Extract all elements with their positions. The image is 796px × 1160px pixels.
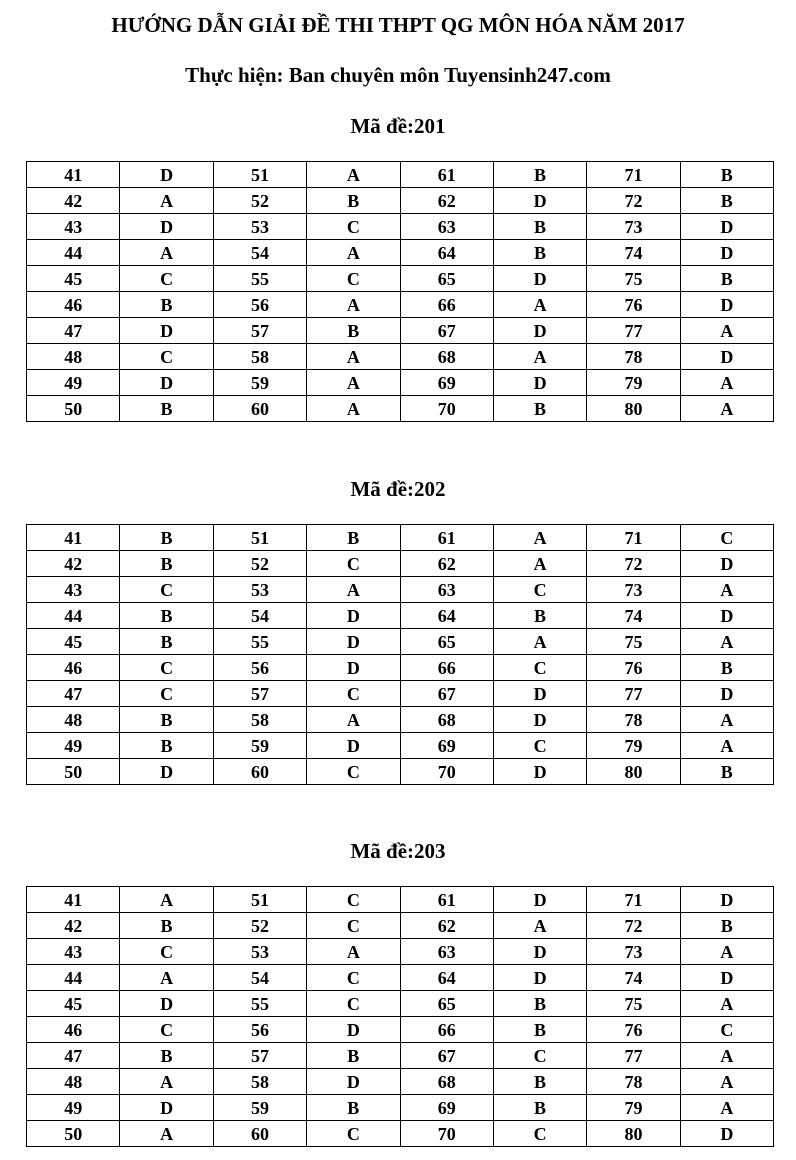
answer-cell: D bbox=[680, 344, 773, 370]
answer-cell: D bbox=[680, 214, 773, 240]
answer-cell: A bbox=[680, 577, 773, 603]
question-number-cell: 46 bbox=[27, 1017, 120, 1043]
question-number-cell: 75 bbox=[587, 266, 680, 292]
answer-table-202 bbox=[26, 524, 774, 785]
answer-cell: D bbox=[680, 292, 773, 318]
answer-cell: C bbox=[120, 344, 213, 370]
table-row bbox=[27, 965, 774, 991]
answer-cell: A bbox=[680, 396, 773, 422]
question-number-cell: 68 bbox=[400, 344, 493, 370]
question-number-cell: 50 bbox=[27, 396, 120, 422]
question-number-cell: 50 bbox=[27, 759, 120, 785]
answer-cell: B bbox=[493, 396, 586, 422]
answer-cell: B bbox=[493, 240, 586, 266]
answer-cell: C bbox=[307, 991, 400, 1017]
answer-cell: A bbox=[680, 318, 773, 344]
answer-cell: B bbox=[120, 733, 213, 759]
table-row bbox=[27, 913, 774, 939]
question-number-cell: 69 bbox=[400, 370, 493, 396]
table-row bbox=[27, 1095, 774, 1121]
question-number-cell: 57 bbox=[213, 318, 306, 344]
answer-cell: C bbox=[120, 939, 213, 965]
answer-cell: A bbox=[493, 551, 586, 577]
table-row bbox=[27, 396, 774, 422]
answer-cell: D bbox=[680, 240, 773, 266]
question-number-cell: 79 bbox=[587, 733, 680, 759]
table-row bbox=[27, 629, 774, 655]
answer-cell: A bbox=[493, 344, 586, 370]
question-number-cell: 55 bbox=[213, 629, 306, 655]
answer-cell: D bbox=[307, 603, 400, 629]
answer-cell: A bbox=[120, 1069, 213, 1095]
question-number-cell: 42 bbox=[27, 913, 120, 939]
answer-cell: A bbox=[680, 939, 773, 965]
answer-cell: D bbox=[493, 939, 586, 965]
question-number-cell: 68 bbox=[400, 1069, 493, 1095]
answer-cell: C bbox=[307, 913, 400, 939]
question-number-cell: 51 bbox=[213, 887, 306, 913]
table-row bbox=[27, 707, 774, 733]
answer-cell: C bbox=[493, 1043, 586, 1069]
question-number-cell: 44 bbox=[27, 965, 120, 991]
answer-cell: C bbox=[307, 759, 400, 785]
answer-table-201 bbox=[26, 161, 774, 422]
answer-cell: B bbox=[680, 188, 773, 214]
answer-cell: A bbox=[680, 707, 773, 733]
question-number-cell: 65 bbox=[400, 629, 493, 655]
question-number-cell: 43 bbox=[27, 577, 120, 603]
question-number-cell: 73 bbox=[587, 939, 680, 965]
question-number-cell: 64 bbox=[400, 603, 493, 629]
answer-cell: C bbox=[307, 681, 400, 707]
question-number-cell: 71 bbox=[587, 525, 680, 551]
answer-cell: C bbox=[120, 1017, 213, 1043]
question-number-cell: 48 bbox=[27, 344, 120, 370]
answer-cell: A bbox=[307, 577, 400, 603]
question-number-cell: 70 bbox=[400, 1121, 493, 1147]
question-number-cell: 69 bbox=[400, 1095, 493, 1121]
answer-cell: D bbox=[307, 1017, 400, 1043]
question-number-cell: 53 bbox=[213, 214, 306, 240]
answer-cell: B bbox=[120, 603, 213, 629]
answer-cell: B bbox=[493, 1017, 586, 1043]
question-number-cell: 58 bbox=[213, 1069, 306, 1095]
answer-cell: D bbox=[120, 759, 213, 785]
question-number-cell: 74 bbox=[587, 965, 680, 991]
question-number-cell: 61 bbox=[400, 162, 493, 188]
question-number-cell: 45 bbox=[27, 629, 120, 655]
question-number-cell: 67 bbox=[400, 318, 493, 344]
question-number-cell: 74 bbox=[587, 240, 680, 266]
document-subtitle: Thực hiện: Ban chuyên môn Tuyensinh247.com bbox=[185, 63, 611, 87]
question-number-cell: 60 bbox=[213, 1121, 306, 1147]
question-number-cell: 66 bbox=[400, 655, 493, 681]
question-number-cell: 44 bbox=[27, 240, 120, 266]
answer-cell: C bbox=[120, 266, 213, 292]
answer-cell: C bbox=[493, 655, 586, 681]
table-row bbox=[27, 681, 774, 707]
question-number-cell: 60 bbox=[213, 759, 306, 785]
question-number-cell: 51 bbox=[213, 162, 306, 188]
question-number-cell: 43 bbox=[27, 939, 120, 965]
question-number-cell: 80 bbox=[587, 759, 680, 785]
question-number-cell: 52 bbox=[213, 188, 306, 214]
question-number-cell: 65 bbox=[400, 991, 493, 1017]
question-number-cell: 47 bbox=[27, 318, 120, 344]
question-number-cell: 78 bbox=[587, 707, 680, 733]
answer-table-203 bbox=[26, 886, 774, 1147]
answer-cell: C bbox=[307, 887, 400, 913]
table-row bbox=[27, 370, 774, 396]
answer-cell: A bbox=[493, 913, 586, 939]
question-number-cell: 47 bbox=[27, 1043, 120, 1069]
answer-cell: B bbox=[120, 707, 213, 733]
answer-cell: B bbox=[120, 396, 213, 422]
answer-cell: A bbox=[307, 292, 400, 318]
table-row bbox=[27, 240, 774, 266]
question-number-cell: 59 bbox=[213, 733, 306, 759]
answer-cell: D bbox=[120, 991, 213, 1017]
question-number-cell: 69 bbox=[400, 733, 493, 759]
answer-cell: D bbox=[307, 629, 400, 655]
question-number-cell: 80 bbox=[587, 396, 680, 422]
question-number-cell: 64 bbox=[400, 965, 493, 991]
table-row bbox=[27, 266, 774, 292]
question-number-cell: 44 bbox=[27, 603, 120, 629]
question-number-cell: 49 bbox=[27, 733, 120, 759]
answer-cell: B bbox=[493, 991, 586, 1017]
question-number-cell: 54 bbox=[213, 240, 306, 266]
table-row bbox=[27, 603, 774, 629]
answer-cell: D bbox=[493, 707, 586, 733]
question-number-cell: 70 bbox=[400, 396, 493, 422]
answer-cell: D bbox=[307, 655, 400, 681]
document-title: HƯỚNG DẪN GIẢI ĐỀ THI THPT QG MÔN HÓA NĂM 2017 bbox=[111, 13, 685, 37]
question-number-cell: 48 bbox=[27, 1069, 120, 1095]
answer-cell: D bbox=[307, 733, 400, 759]
answer-cell: D bbox=[120, 370, 213, 396]
answer-cell: C bbox=[307, 1121, 400, 1147]
answer-cell: D bbox=[493, 759, 586, 785]
answer-cell: B bbox=[307, 188, 400, 214]
answer-cell: B bbox=[307, 525, 400, 551]
answer-cell: B bbox=[493, 1069, 586, 1095]
question-number-cell: 56 bbox=[213, 1017, 306, 1043]
answer-cell: D bbox=[680, 965, 773, 991]
question-number-cell: 71 bbox=[587, 887, 680, 913]
question-number-cell: 79 bbox=[587, 370, 680, 396]
question-number-cell: 56 bbox=[213, 292, 306, 318]
question-number-cell: 51 bbox=[213, 525, 306, 551]
answer-cell: B bbox=[307, 318, 400, 344]
answer-cell: D bbox=[307, 1069, 400, 1095]
answer-cell: C bbox=[307, 551, 400, 577]
table-row bbox=[27, 1017, 774, 1043]
question-number-cell: 56 bbox=[213, 655, 306, 681]
question-number-cell: 75 bbox=[587, 629, 680, 655]
question-number-cell: 42 bbox=[27, 188, 120, 214]
question-number-cell: 49 bbox=[27, 1095, 120, 1121]
question-number-cell: 46 bbox=[27, 655, 120, 681]
question-number-cell: 77 bbox=[587, 1043, 680, 1069]
question-number-cell: 66 bbox=[400, 292, 493, 318]
answer-cell: B bbox=[680, 162, 773, 188]
question-number-cell: 57 bbox=[213, 681, 306, 707]
answer-cell: A bbox=[307, 707, 400, 733]
question-number-cell: 65 bbox=[400, 266, 493, 292]
answer-cell: C bbox=[493, 733, 586, 759]
table-row bbox=[27, 733, 774, 759]
table-row bbox=[27, 577, 774, 603]
question-number-cell: 63 bbox=[400, 939, 493, 965]
question-number-cell: 45 bbox=[27, 266, 120, 292]
question-number-cell: 74 bbox=[587, 603, 680, 629]
answer-cell: D bbox=[493, 681, 586, 707]
question-number-cell: 41 bbox=[27, 887, 120, 913]
question-number-cell: 76 bbox=[587, 292, 680, 318]
question-number-cell: 54 bbox=[213, 603, 306, 629]
question-number-cell: 49 bbox=[27, 370, 120, 396]
question-number-cell: 78 bbox=[587, 344, 680, 370]
question-number-cell: 72 bbox=[587, 188, 680, 214]
answer-cell: A bbox=[120, 188, 213, 214]
question-number-cell: 76 bbox=[587, 1017, 680, 1043]
question-number-cell: 45 bbox=[27, 991, 120, 1017]
answer-cell: B bbox=[307, 1043, 400, 1069]
table-row bbox=[27, 344, 774, 370]
question-number-cell: 68 bbox=[400, 707, 493, 733]
answer-cell: D bbox=[493, 266, 586, 292]
answer-cell: C bbox=[120, 681, 213, 707]
answer-cell: A bbox=[307, 396, 400, 422]
answer-cell: D bbox=[680, 551, 773, 577]
question-number-cell: 61 bbox=[400, 887, 493, 913]
question-number-cell: 73 bbox=[587, 577, 680, 603]
answer-cell: D bbox=[680, 1121, 773, 1147]
question-number-cell: 53 bbox=[213, 577, 306, 603]
question-number-cell: 72 bbox=[587, 551, 680, 577]
question-number-cell: 63 bbox=[400, 214, 493, 240]
question-number-cell: 78 bbox=[587, 1069, 680, 1095]
answer-cell: A bbox=[307, 370, 400, 396]
answer-cell: C bbox=[680, 1017, 773, 1043]
answer-cell: B bbox=[120, 629, 213, 655]
answer-cell: B bbox=[120, 1043, 213, 1069]
answer-cell: C bbox=[120, 655, 213, 681]
question-number-cell: 52 bbox=[213, 551, 306, 577]
answer-cell: A bbox=[120, 240, 213, 266]
question-number-cell: 48 bbox=[27, 707, 120, 733]
question-number-cell: 67 bbox=[400, 681, 493, 707]
answer-cell: A bbox=[680, 1043, 773, 1069]
answer-cell: A bbox=[680, 370, 773, 396]
table-row bbox=[27, 188, 774, 214]
answer-cell: B bbox=[680, 913, 773, 939]
section-heading-203: Mã đề:203 bbox=[350, 839, 446, 863]
answer-cell: D bbox=[680, 681, 773, 707]
question-number-cell: 41 bbox=[27, 162, 120, 188]
table-row bbox=[27, 162, 774, 188]
answer-cell: B bbox=[680, 759, 773, 785]
answer-cell: C bbox=[120, 577, 213, 603]
answer-cell: A bbox=[120, 1121, 213, 1147]
answer-cell: D bbox=[493, 370, 586, 396]
answer-cell: A bbox=[120, 965, 213, 991]
question-number-cell: 64 bbox=[400, 240, 493, 266]
question-number-cell: 50 bbox=[27, 1121, 120, 1147]
answer-cell: D bbox=[493, 318, 586, 344]
answer-cell: D bbox=[120, 214, 213, 240]
question-number-cell: 75 bbox=[587, 991, 680, 1017]
question-number-cell: 66 bbox=[400, 1017, 493, 1043]
answer-cell: D bbox=[493, 965, 586, 991]
question-number-cell: 76 bbox=[587, 655, 680, 681]
question-number-cell: 59 bbox=[213, 370, 306, 396]
question-number-cell: 73 bbox=[587, 214, 680, 240]
question-number-cell: 58 bbox=[213, 344, 306, 370]
table-row bbox=[27, 318, 774, 344]
answer-cell: D bbox=[680, 603, 773, 629]
question-number-cell: 58 bbox=[213, 707, 306, 733]
question-number-cell: 42 bbox=[27, 551, 120, 577]
question-number-cell: 67 bbox=[400, 1043, 493, 1069]
answer-cell: D bbox=[493, 188, 586, 214]
question-number-cell: 52 bbox=[213, 913, 306, 939]
answer-cell: B bbox=[680, 266, 773, 292]
answer-cell: A bbox=[680, 1069, 773, 1095]
question-number-cell: 79 bbox=[587, 1095, 680, 1121]
answer-cell: A bbox=[493, 629, 586, 655]
question-number-cell: 77 bbox=[587, 318, 680, 344]
answer-cell: B bbox=[680, 655, 773, 681]
table-row bbox=[27, 292, 774, 318]
answer-cell: A bbox=[680, 991, 773, 1017]
answer-cell: C bbox=[307, 214, 400, 240]
answer-cell: D bbox=[120, 1095, 213, 1121]
answer-cell: A bbox=[493, 292, 586, 318]
answer-cell: B bbox=[120, 551, 213, 577]
answer-cell: A bbox=[680, 733, 773, 759]
answer-cell: A bbox=[493, 525, 586, 551]
question-number-cell: 63 bbox=[400, 577, 493, 603]
answer-cell: B bbox=[307, 1095, 400, 1121]
table-row bbox=[27, 525, 774, 551]
question-number-cell: 72 bbox=[587, 913, 680, 939]
question-number-cell: 53 bbox=[213, 939, 306, 965]
table-row bbox=[27, 551, 774, 577]
answer-cell: C bbox=[493, 1121, 586, 1147]
question-number-cell: 54 bbox=[213, 965, 306, 991]
answer-cell: A bbox=[120, 887, 213, 913]
answer-cell: D bbox=[493, 887, 586, 913]
answer-cell: D bbox=[120, 162, 213, 188]
question-number-cell: 61 bbox=[400, 525, 493, 551]
table-row bbox=[27, 939, 774, 965]
table-row bbox=[27, 1069, 774, 1095]
answer-cell: A bbox=[307, 344, 400, 370]
answer-cell: B bbox=[493, 1095, 586, 1121]
question-number-cell: 80 bbox=[587, 1121, 680, 1147]
question-number-cell: 62 bbox=[400, 551, 493, 577]
question-number-cell: 60 bbox=[213, 396, 306, 422]
question-number-cell: 55 bbox=[213, 991, 306, 1017]
question-number-cell: 70 bbox=[400, 759, 493, 785]
question-number-cell: 62 bbox=[400, 913, 493, 939]
question-number-cell: 41 bbox=[27, 525, 120, 551]
table-row bbox=[27, 991, 774, 1017]
table-row bbox=[27, 214, 774, 240]
section-heading-201: Mã đề:201 bbox=[350, 114, 446, 138]
question-number-cell: 55 bbox=[213, 266, 306, 292]
answer-cell: A bbox=[307, 240, 400, 266]
answer-cell: B bbox=[120, 292, 213, 318]
answer-cell: B bbox=[493, 603, 586, 629]
question-number-cell: 43 bbox=[27, 214, 120, 240]
table-row bbox=[27, 655, 774, 681]
answer-cell: B bbox=[493, 162, 586, 188]
answer-cell: D bbox=[680, 887, 773, 913]
table-row bbox=[27, 1043, 774, 1069]
table-row bbox=[27, 759, 774, 785]
answer-cell: A bbox=[680, 1095, 773, 1121]
table-row bbox=[27, 1121, 774, 1147]
answer-cell: C bbox=[307, 965, 400, 991]
answer-cell: B bbox=[120, 525, 213, 551]
question-number-cell: 77 bbox=[587, 681, 680, 707]
answer-cell: C bbox=[493, 577, 586, 603]
question-number-cell: 57 bbox=[213, 1043, 306, 1069]
section-heading-202: Mã đề:202 bbox=[350, 477, 446, 501]
question-number-cell: 46 bbox=[27, 292, 120, 318]
answer-cell: B bbox=[493, 214, 586, 240]
answer-cell: A bbox=[680, 629, 773, 655]
question-number-cell: 47 bbox=[27, 681, 120, 707]
answer-cell: B bbox=[120, 913, 213, 939]
table-row bbox=[27, 887, 774, 913]
answer-cell: C bbox=[307, 266, 400, 292]
answer-cell: A bbox=[307, 162, 400, 188]
answer-cell: D bbox=[120, 318, 213, 344]
answer-cell: C bbox=[680, 525, 773, 551]
question-number-cell: 62 bbox=[400, 188, 493, 214]
answer-cell: A bbox=[307, 939, 400, 965]
question-number-cell: 71 bbox=[587, 162, 680, 188]
question-number-cell: 59 bbox=[213, 1095, 306, 1121]
